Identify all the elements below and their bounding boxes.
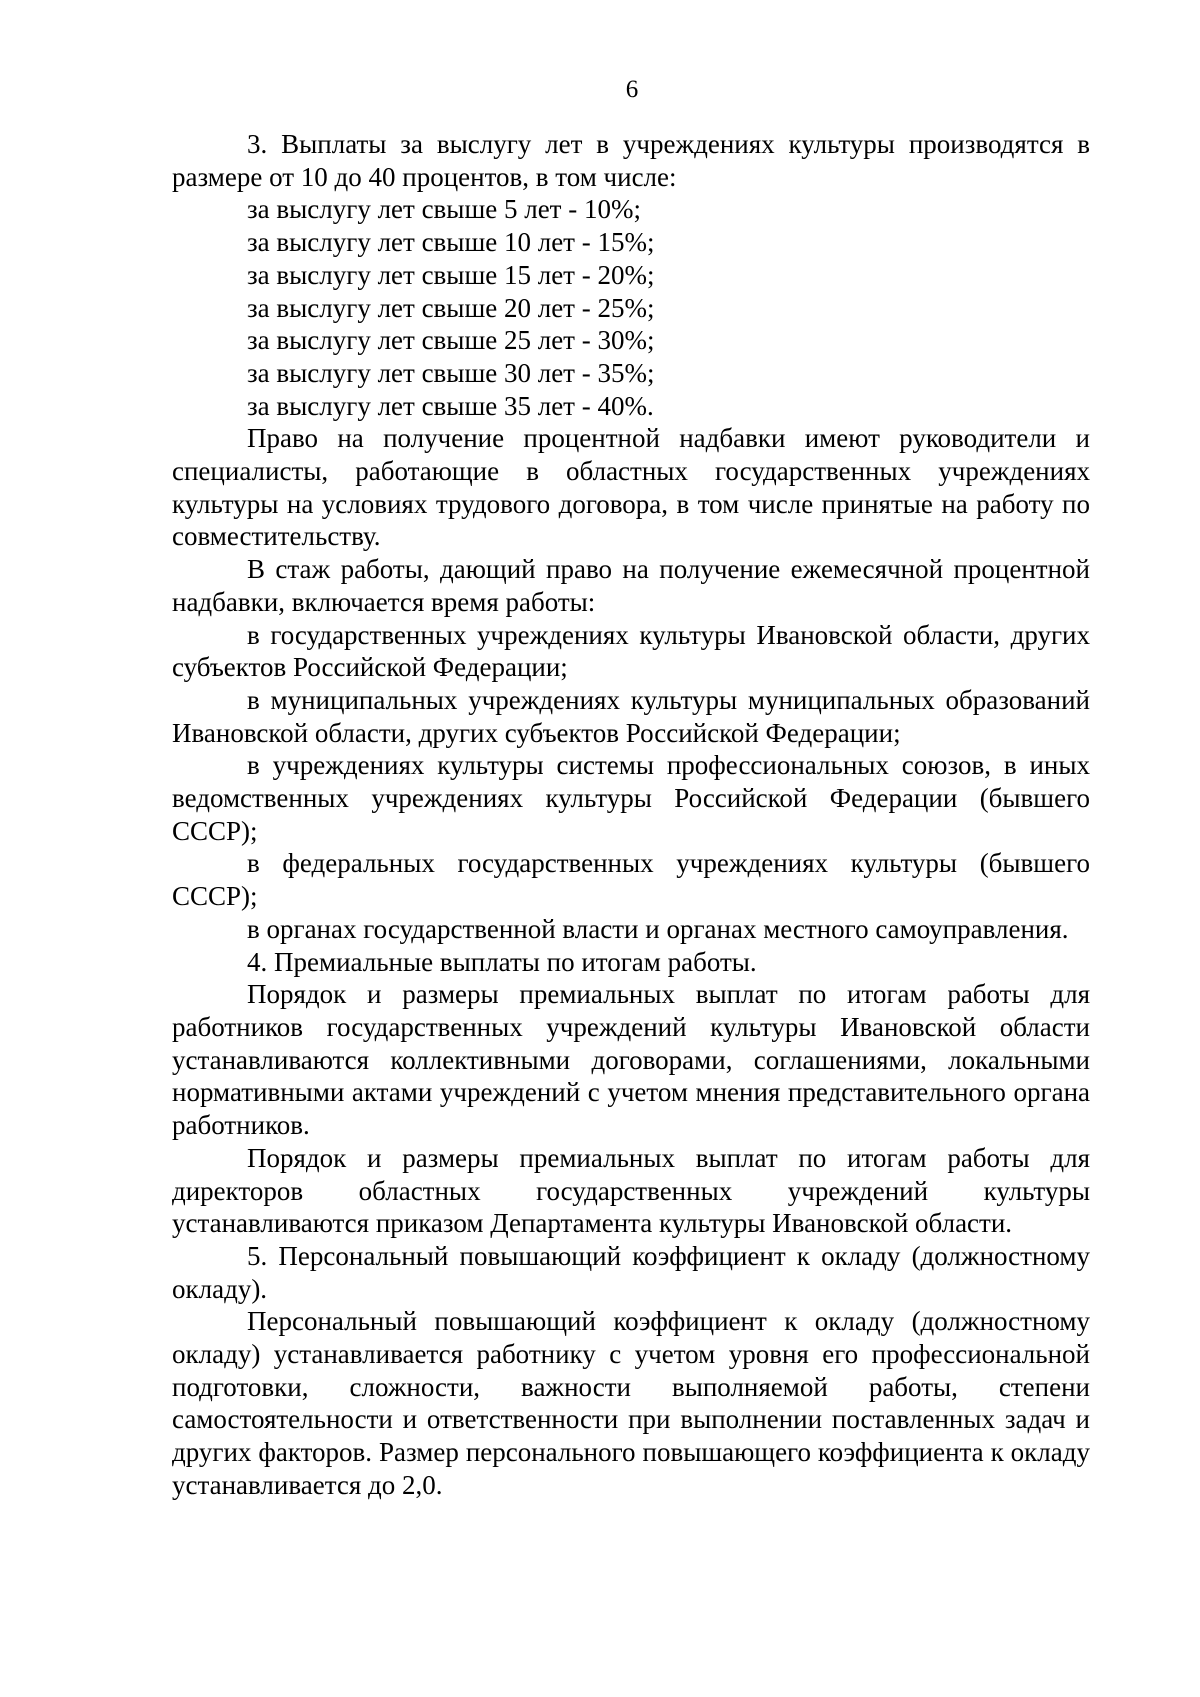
section-4-heading: 4. Премиальные выплаты по итогам работы. — [247, 946, 757, 977]
service-record-item: в органах государственной власти и органах местного самоуправления. — [247, 913, 1069, 944]
section-3-intro: 3. Выплаты за выслугу лет в учреждениях культуры производятся в размере от 10 до 40 процентов, в том числе: — [172, 129, 1090, 192]
seniority-item: за выслугу лет свыше 25 лет - 30%; — [247, 325, 655, 356]
seniority-item: за выслугу лет свыше 10 лет - 15%; — [247, 227, 655, 258]
seniority-item: за выслугу лет свыше 30 лет - 35%; — [247, 357, 655, 388]
document-body — [172, 128, 1090, 1502]
seniority-item: за выслугу лет свыше 35 лет - 40%. — [247, 390, 654, 421]
seniority-item: за выслугу лет свыше 5 лет - 10%; — [247, 194, 641, 225]
seniority-item: за выслугу лет свыше 15 лет - 20%; — [247, 259, 655, 290]
section-5-paragraph: Персональный повышающий коэффициент к окладу (должностному окладу) устанавливается работнику с учетом уровня его профессиональной подготовки, сложности, важности выполняемой работы, степени самостоятельности и ответственности при выполнении поставленных задач и других факторов. Размер персонального повышающего коэффициента к окладу устанавливается до 2,0. — [172, 1306, 1090, 1500]
section-4-paragraph: Порядок и размеры премиальных выплат по итогам работы для работников государственных учреждений культуры Ивановской области устанавливаются коллективными договорами, соглашениями, локальными нормативными актами учреждений с учетом мнения представительного органа работников. — [172, 979, 1090, 1141]
service-record-item: в муниципальных учреждениях культуры муниципальных образований Ивановской области, других субъектов Российской Федерации; — [172, 684, 1090, 748]
service-record-intro: В стаж работы, дающий право на получение ежемесячной процентной надбавки, включается время работы: — [172, 554, 1090, 617]
section-5-heading: 5. Персональный повышающий коэффициент к окладу (должностному окладу). — [172, 1240, 1090, 1304]
allowance-right-paragraph: Право на получение процентной надбавки имеют руководители и специалисты, работающие в областных государственных учреждениях культуры на условиях трудового договора, в том числе принятые на работу по совместительству. — [172, 423, 1090, 552]
service-record-item: в федеральных государственных учреждениях культуры (бывшего СССР); — [172, 848, 1090, 912]
section-4-paragraph: Порядок и размеры премиальных выплат по итогам работы для директоров областных государственных учреждений культуры устанавливаются приказом Департамента культуры Ивановской области. — [172, 1142, 1090, 1239]
service-record-item: в учреждениях культуры системы профессиональных союзов, в иных ведомственных учреждениях культуры Российской Федерации (бывшего СССР); — [172, 750, 1090, 846]
page-number: 6 — [625, 76, 639, 103]
service-record-item: в государственных учреждениях культуры Ивановской области, других субъектов Российской Федерации; — [172, 619, 1090, 683]
seniority-item: за выслугу лет свыше 20 лет - 25%; — [247, 292, 655, 323]
